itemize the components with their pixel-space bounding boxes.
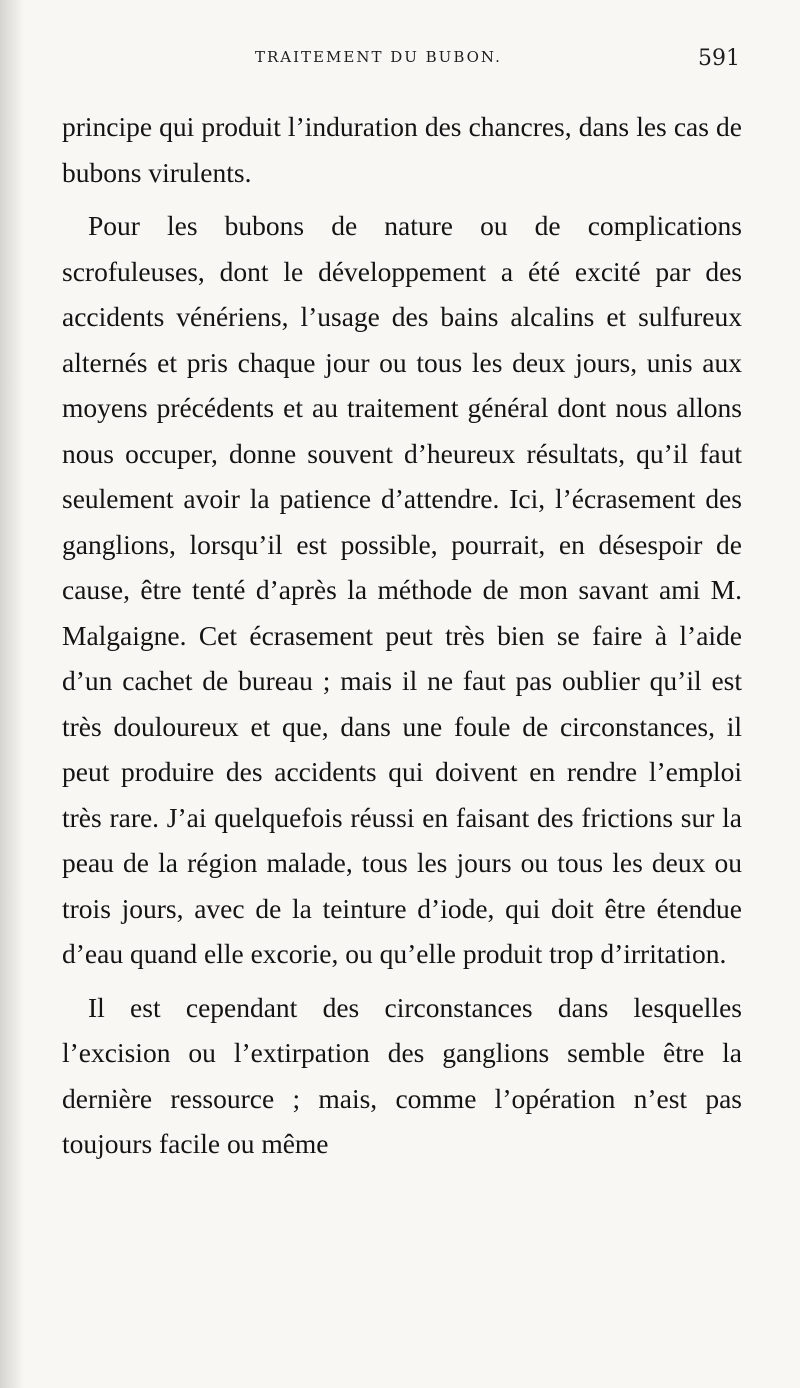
page-gutter-shadow (0, 0, 24, 1388)
page-header (0, 48, 800, 78)
paragraph-2: Pour les bubons de nature ou de complications scrofuleuses, dont le développement a été excité par des accidents vénériens, l’usage des bains alcalins et sulfureux alternés et pris chaque jour ou tous les deux jours, unis aux moyens précédents et au traitement général dont nous allons nous occuper, donne souvent d’heureux résultats, qu’il faut seulement avoir la patience d’attendre. Ici, l’écrasement des ganglions, lorsqu’il est possible, pourrait, en désespoir de cause, être tenté d’après la méthode de mon savant ami M. Malgaigne. Cet écrasement peut très bien se faire à l’aide d’un cachet de bureau ; mais il ne faut pas oublier qu’il est très douloureux et que, dans une foule de circonstances, il peut produire des accidents qui doivent en rendre l’emploi très rare. J’ai quelquefois réussi en faisant des frictions sur la peau de la région malade, tous les jours ou tous les deux ou trois jours, avec de la teinture d’iode, qui doit être étendue d’eau quand elle excorie, ou qu’elle produit trop d’irritation. (62, 210, 742, 969)
paragraph-3: Il est cependant des circonstances dans lesquelles l’excision ou l’extirpation des ganglions semble être la dernière ressource ; mais, comme l’opération n’est pas toujours facile ou même (62, 991, 742, 1159)
paragraph-1: principe qui produit l’induration des chancres, dans les cas de bubons virulents. (62, 111, 742, 188)
page-number: 591 (698, 46, 740, 71)
body-text (62, 104, 742, 1167)
running-head: TRAITEMENT DU BUBON. (255, 48, 502, 66)
